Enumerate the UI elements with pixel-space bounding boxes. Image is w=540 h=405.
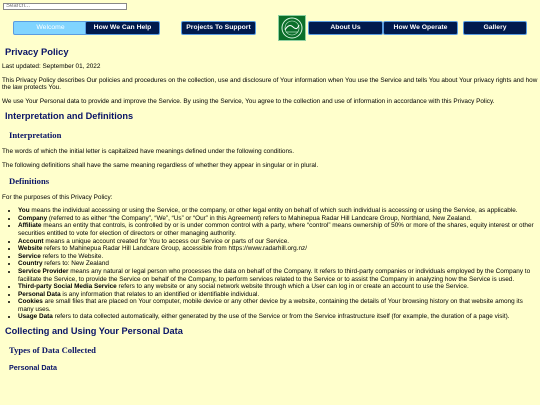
definition-item (18, 215, 538, 223)
section-heading-collecting: Collecting and Using Your Personal Data (5, 326, 183, 337)
definition-item (18, 283, 538, 291)
nav-help-button[interactable]: How We Can Help (85, 21, 160, 35)
definition-text: means a unique account created for You to access our Service or parts of our Service. (43, 237, 290, 245)
nav-operate-button[interactable]: How We Operate (383, 21, 458, 35)
definition-item (18, 291, 538, 299)
definition-term: Personal Data (18, 290, 61, 298)
interpretation-paragraph-1: The words of which the initial letter is capitalized have meanings defined under the following conditions. (2, 148, 295, 156)
definition-item (18, 260, 538, 268)
definition-text: refers to Mahinepua Radar Hill Landcare Group, accessible from https://www.radarhill.org.nz/ (42, 245, 308, 253)
definition-text: are small files that are placed on Your computer, mobile device or any other device by a website, containing the details of Your browsing history on that website among its many uses. (18, 298, 523, 313)
definition-term: Country (18, 260, 43, 268)
definition-term: Service (18, 252, 41, 260)
definition-term: Affiliate (18, 222, 42, 230)
definition-item (18, 313, 538, 321)
search-input[interactable] (3, 3, 127, 10)
definitions-intro: For the purposes of this Privacy Policy: (2, 193, 113, 201)
definition-text: means any natural or legal person who processes the data on behalf of the Company. It refers to third-party companies or individuals employed by the Company to facilitate the Service, to provide the Service on behalf of the Company, to perform services related to the Service or to assist the Company in analyzing how the Service is used. (18, 267, 531, 283)
nav-about-button[interactable]: About Us (308, 21, 383, 35)
subheading-interpretation: Interpretation (9, 130, 62, 141)
definition-term: Website (18, 245, 43, 253)
definitions-list (2, 207, 538, 321)
definition-item (18, 268, 538, 283)
definition-text: means an entity that controls, is controlled by or is under common control with a party, where “control” means ownership of 50% or more of the shares, equity interest or other securities entitled to vote for election of directors or other managing authority. (18, 222, 534, 237)
definition-term: Cookies (18, 298, 43, 306)
definition-term: Usage Data (18, 313, 53, 321)
definition-text: refers to the Website. (40, 252, 104, 260)
policy-content (0, 46, 540, 372)
section-heading-interpretation-definitions: Interpretation and Definitions (5, 111, 134, 122)
definition-term: Company (18, 214, 48, 222)
definition-item (18, 298, 538, 313)
subheading-personal-data: Personal Data (9, 363, 57, 373)
subheading-types-of-data: Types of Data Collected (9, 345, 96, 356)
definition-term: Third-party Social Media Service (18, 283, 117, 291)
definition-item (18, 222, 538, 237)
nav-projects-button[interactable]: Projects To Support (181, 21, 256, 35)
intro-paragraph-1: This Privacy Policy describes Our policies and procedures on the collection, use and disclosure of Your information when You use the Service and tells You about Your privacy rights and how the law protects You. (2, 76, 538, 92)
definition-item (18, 245, 538, 253)
definition-text: is any information that relates to an identified or identifiable individual. (60, 290, 260, 298)
page-title: Privacy Policy (5, 46, 69, 57)
subheading-definitions: Definitions (9, 175, 50, 186)
last-updated: Last updated: September 01, 2022 (2, 63, 101, 70)
definition-term: You (18, 207, 30, 215)
interpretation-paragraph-2: The following definitions shall have the same meaning regardless of whether they appear in singular or in plural. (2, 161, 319, 169)
definition-text: refers to data collected automatically, either generated by the use of the Service or from the Service infrastructure itself (for example, the duration of a page visit). (52, 313, 510, 321)
definition-text: refers to any website or any social network website through which a User can log in or create an account to use the Service. (116, 283, 469, 291)
definition-item (18, 238, 538, 246)
nav-gallery-button[interactable]: Gallery (463, 21, 527, 35)
definition-text: (referred to as either “the Company”, “We”, “Us” or “Our” in this Agreement) refers to Mahinepua Radar Hill Landcare Group, Northland, New Zealand. (47, 214, 472, 222)
main-navigation (0, 12, 540, 44)
site-logo[interactable] (278, 15, 306, 41)
definition-item (18, 207, 538, 215)
logo-emblem-icon (279, 16, 305, 40)
nav-welcome-button[interactable]: Welcome (13, 21, 88, 35)
definition-term: Service Provider (18, 267, 69, 275)
definition-term: Account (18, 237, 44, 245)
definition-text: refers to: New Zealand (42, 260, 109, 268)
definition-item (18, 253, 538, 261)
definition-text: means the individual accessing or using the Service, or the company, or other legal entity on behalf of which such individual is accessing or using the Service, as applicable. (29, 207, 518, 215)
search-bar (0, 0, 540, 12)
intro-paragraph-2: We use Your Personal data to provide and improve the Service. By using the Service, You agree to the collection and use of information in accordance with this Privacy Policy. (2, 97, 495, 105)
